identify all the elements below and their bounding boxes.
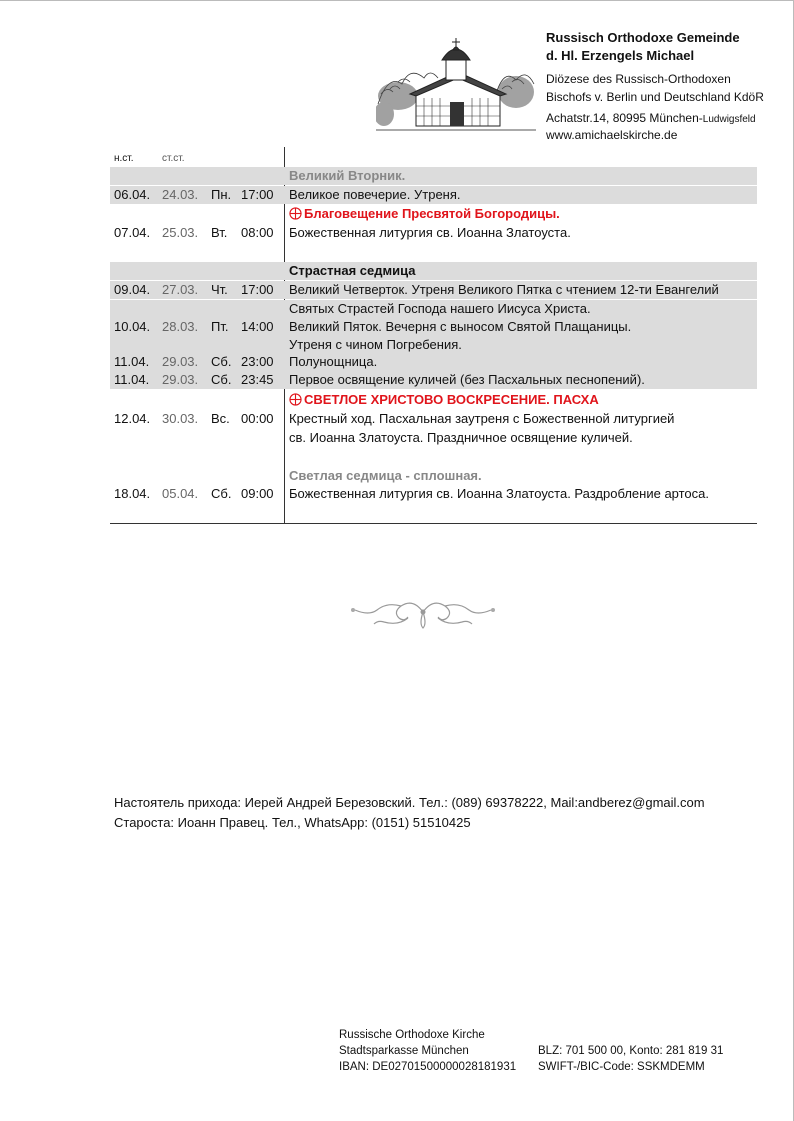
date-new-style: 18.04. — [114, 486, 151, 501]
service-description: Великий Вторник. — [289, 168, 406, 183]
schedule-row — [110, 353, 757, 371]
rector-name: Иерей Андрей Березовский. — [244, 795, 416, 810]
diocese-line1: Diözese des Russisch-Orthodoxen — [546, 72, 731, 86]
weekday: Сб. — [211, 354, 232, 369]
service-description: Страстная седмица — [289, 263, 416, 278]
date-new-style: 09.04. — [114, 282, 151, 297]
schedule-table — [110, 147, 757, 524]
service-description — [289, 392, 599, 407]
service-time: 14:00 — [241, 319, 274, 334]
service-description: Великий Четверток. Утреня Великого Пятка с чтением 12-ти Евангелий — [289, 282, 719, 297]
service-description: Крестный ход. Пасхальная заутреня с Божественной литургией — [289, 411, 675, 426]
date-old-style: 28.03. — [162, 319, 199, 334]
service-time: 09:00 — [241, 486, 274, 501]
schedule-row — [110, 186, 757, 204]
rector-details: Тел.: (089) 69378222, Mail:andberez@gmail.com — [419, 795, 705, 810]
service-description: Божественная литургия св. Иоанна Златоуста. Раздробление артоса. — [289, 486, 709, 501]
service-time: 08:00 — [241, 225, 274, 240]
weekday: Сб. — [211, 486, 232, 501]
weekday: Вт. — [211, 225, 228, 240]
schedule-row — [110, 336, 757, 354]
website-link[interactable]: www.amichaelskirche.de — [546, 128, 678, 142]
bank-iban: IBAN: DE02701500000028181931 — [339, 1061, 517, 1073]
service-description: Великое повечерие. Утреня. — [289, 187, 461, 202]
date-new-style: 06.04. — [114, 187, 151, 202]
warden-label: Староста: — [114, 815, 175, 830]
service-description: Полунощница. — [289, 354, 378, 369]
church-drawing-icon — [376, 34, 536, 134]
date-old-style: 29.03. — [162, 372, 199, 387]
date-new-style: 10.04. — [114, 319, 151, 334]
cross-icon — [289, 207, 302, 220]
bank-blz: BLZ: 701 500 00, Konto: 281 819 31 — [538, 1045, 724, 1057]
schedule-row — [110, 243, 757, 261]
weekday: Пт. — [211, 319, 229, 334]
date-new-style: 11.04. — [114, 372, 150, 387]
date-old-style: 30.03. — [162, 411, 199, 426]
service-time: 23:45 — [241, 372, 274, 387]
service-time: 17:00 — [241, 282, 274, 297]
bank-name: Stadtsparkasse München — [339, 1045, 469, 1057]
address — [546, 111, 756, 125]
schedule-row — [110, 205, 757, 223]
service-description: св. Иоанна Златоуста. Праздничное освящение куличей. — [289, 430, 633, 445]
service-description: Первое освящение куличей (без Пасхальных песнопений). — [289, 372, 645, 387]
rector-label: Настоятель прихода: — [114, 795, 242, 810]
service-description: Великий Пяток. Вечерня с выносом Святой Плащаницы. — [289, 319, 632, 334]
date-new-style: 07.04. — [114, 225, 151, 240]
weekday: Чт. — [211, 282, 228, 297]
table-divider-bottom — [110, 523, 757, 524]
schedule-row — [110, 467, 757, 485]
bank-bic: SWIFT-/BIC-Code: SSKMDEMM — [538, 1061, 705, 1073]
column-header-old-style: ст.ст. — [162, 153, 185, 164]
diocese-line2: Bischofs v. Berlin und Deutschland KdöR — [546, 90, 764, 104]
schedule-row — [110, 281, 757, 299]
service-time: 00:00 — [241, 411, 274, 426]
rector-contact — [114, 795, 705, 810]
address-district: Ludwigsfeld — [702, 114, 756, 125]
schedule-row — [110, 224, 757, 242]
date-old-style: 27.03. — [162, 282, 199, 297]
schedule-row — [110, 429, 757, 447]
date-old-style: 24.03. — [162, 187, 199, 202]
weekday: Сб. — [211, 372, 232, 387]
cross-icon — [289, 393, 302, 406]
date-old-style: 29.03. — [162, 354, 199, 369]
service-time: 23:00 — [241, 354, 274, 369]
bank-account-holder: Russische Orthodoxe Kirche — [339, 1029, 485, 1041]
service-description: Утреня с чином Погребения. — [289, 337, 462, 352]
weekday: Пн. — [211, 187, 232, 202]
warden-details: Тел., WhatsApp: (0151) 51510425 — [271, 815, 471, 830]
date-old-style: 05.04. — [162, 486, 199, 501]
decorative-flourish-icon — [348, 592, 498, 632]
service-description — [289, 206, 560, 221]
service-description: Святых Страстей Господа нашего Иисуса Христа. — [289, 301, 591, 316]
schedule-row — [110, 449, 757, 467]
service-description: Светлая седмица - сплошная. — [289, 468, 482, 483]
date-old-style: 25.03. — [162, 225, 199, 240]
feast-title: СВЕТЛОЕ ХРИСТОВО ВОСКРЕСЕНИЕ. ПАСХА — [304, 392, 599, 407]
schedule-row — [110, 167, 757, 185]
schedule-row — [110, 410, 757, 428]
warden-name: Иоанн Правец. — [177, 815, 269, 830]
address-street: Achatstr.14, 80995 München- — [546, 111, 703, 125]
date-new-style: 12.04. — [114, 411, 151, 426]
schedule-row — [110, 485, 757, 503]
schedule-row — [110, 300, 757, 318]
date-new-style: 11.04. — [114, 354, 150, 369]
schedule-row — [110, 391, 757, 409]
feast-title: Благовещение Пресвятой Богородицы. — [304, 206, 560, 221]
schedule-row — [110, 262, 757, 280]
column-header-new-style: н.ст. — [114, 153, 134, 164]
schedule-row — [110, 318, 757, 336]
weekday: Вс. — [211, 411, 230, 426]
warden-contact — [114, 815, 471, 830]
schedule-row — [110, 371, 757, 389]
parish-title-line2: d. Hl. Erzengels Michael — [546, 48, 695, 63]
service-time: 17:00 — [241, 187, 274, 202]
parish-title-line1: Russisch Orthodoxe Gemeinde — [546, 30, 740, 45]
service-description: Божественная литургия св. Иоанна Златоуста. — [289, 225, 571, 240]
